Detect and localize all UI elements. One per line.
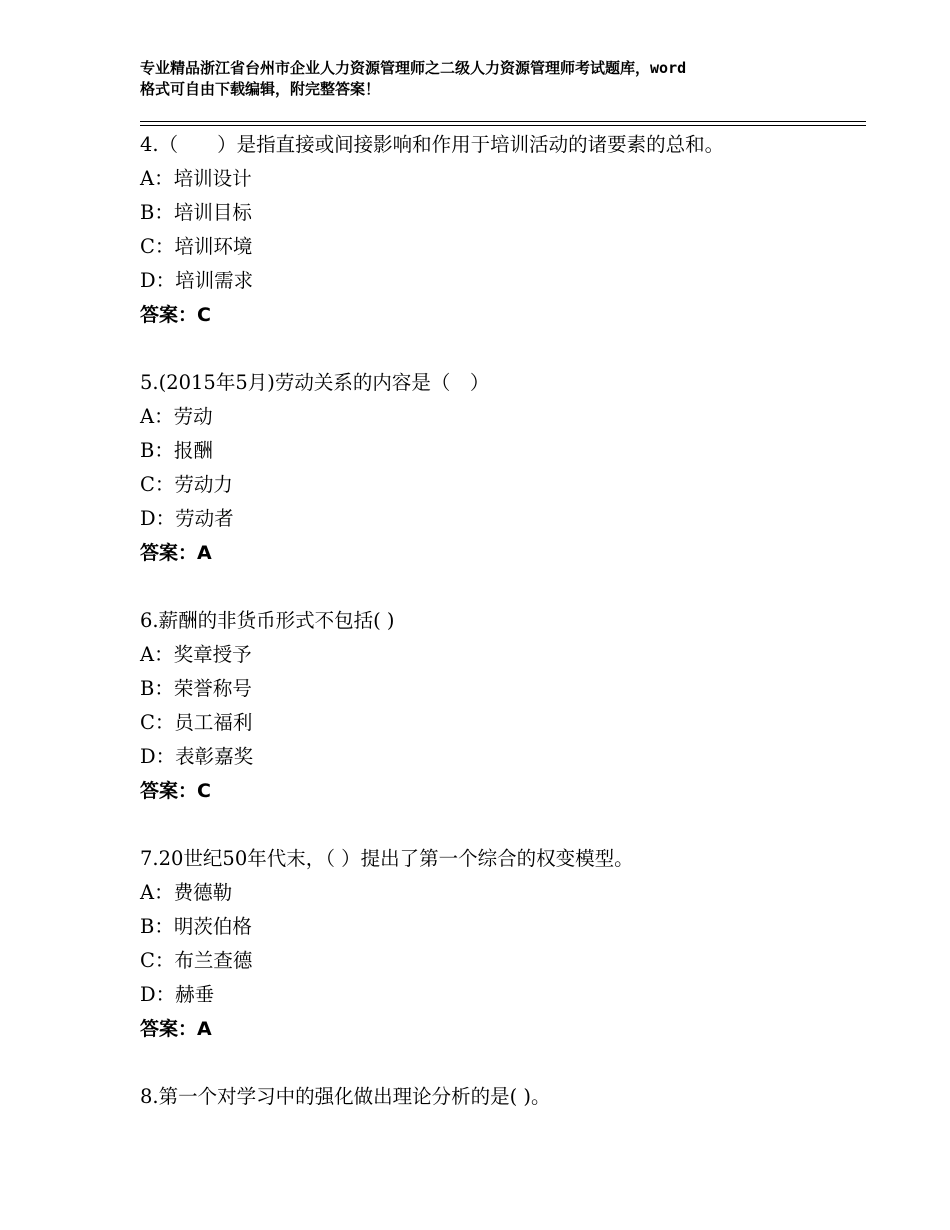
option-b: B：报酬	[140, 439, 213, 462]
option-c: C：员工福利	[140, 711, 253, 734]
option-b: B：荣誉称号	[140, 677, 252, 700]
option-d: D：表彰嘉奖	[140, 745, 254, 768]
question-stem: 7.20世纪50年代末，（ ）提出了第一个综合的权变模型。	[140, 847, 634, 870]
header-line-2: 格式可自由下载编辑，附完整答案！	[140, 80, 381, 98]
option-a: A：培训设计	[140, 167, 252, 190]
option-b: B：培训目标	[140, 201, 252, 224]
question-6	[140, 604, 866, 808]
question-stem: 5.(2015年5月)劳动关系的内容是（ ）	[140, 371, 490, 394]
answer: 答案：C	[140, 304, 211, 326]
option-d: D：赫垂	[140, 983, 215, 1006]
option-a: A：奖章授予	[140, 643, 252, 666]
answer: 答案：C	[140, 780, 211, 802]
spacer	[140, 808, 866, 842]
option-d: D：劳动者	[140, 507, 234, 530]
spacer	[140, 570, 866, 604]
question-4	[140, 128, 866, 332]
question-stem: 4.（ ）是指直接或间接影响和作用于培训活动的诸要素的总和。	[140, 133, 725, 156]
header-rule-bottom	[140, 125, 866, 126]
spacer	[140, 332, 866, 366]
question-stem: 8.第一个对学习中的强化做出理论分析的是( )。	[140, 1085, 551, 1108]
spacer	[140, 1046, 866, 1080]
question-5	[140, 366, 866, 570]
option-a: A：费德勒	[140, 881, 233, 904]
answer: 答案：A	[140, 542, 212, 564]
answer: 答案：A	[140, 1018, 212, 1040]
header-line-1: 专业精品浙江省台州市企业人力资源管理师之二级人力资源管理师考试题库，word	[140, 59, 687, 77]
header-rule-top	[140, 121, 866, 122]
question-stem: 6.薪酬的非货币形式不包括( )	[140, 609, 395, 632]
option-c: C：布兰查德	[140, 949, 253, 972]
question-7	[140, 842, 866, 1046]
option-d: D：培训需求	[140, 269, 254, 292]
option-a: A：劳动	[140, 405, 213, 428]
option-c: C：劳动力	[140, 473, 233, 496]
option-c: C：培训环境	[140, 235, 253, 258]
question-8	[140, 1080, 866, 1114]
option-b: B：明茨伯格	[140, 915, 252, 938]
question-list	[140, 128, 866, 1114]
document-header	[140, 58, 830, 100]
